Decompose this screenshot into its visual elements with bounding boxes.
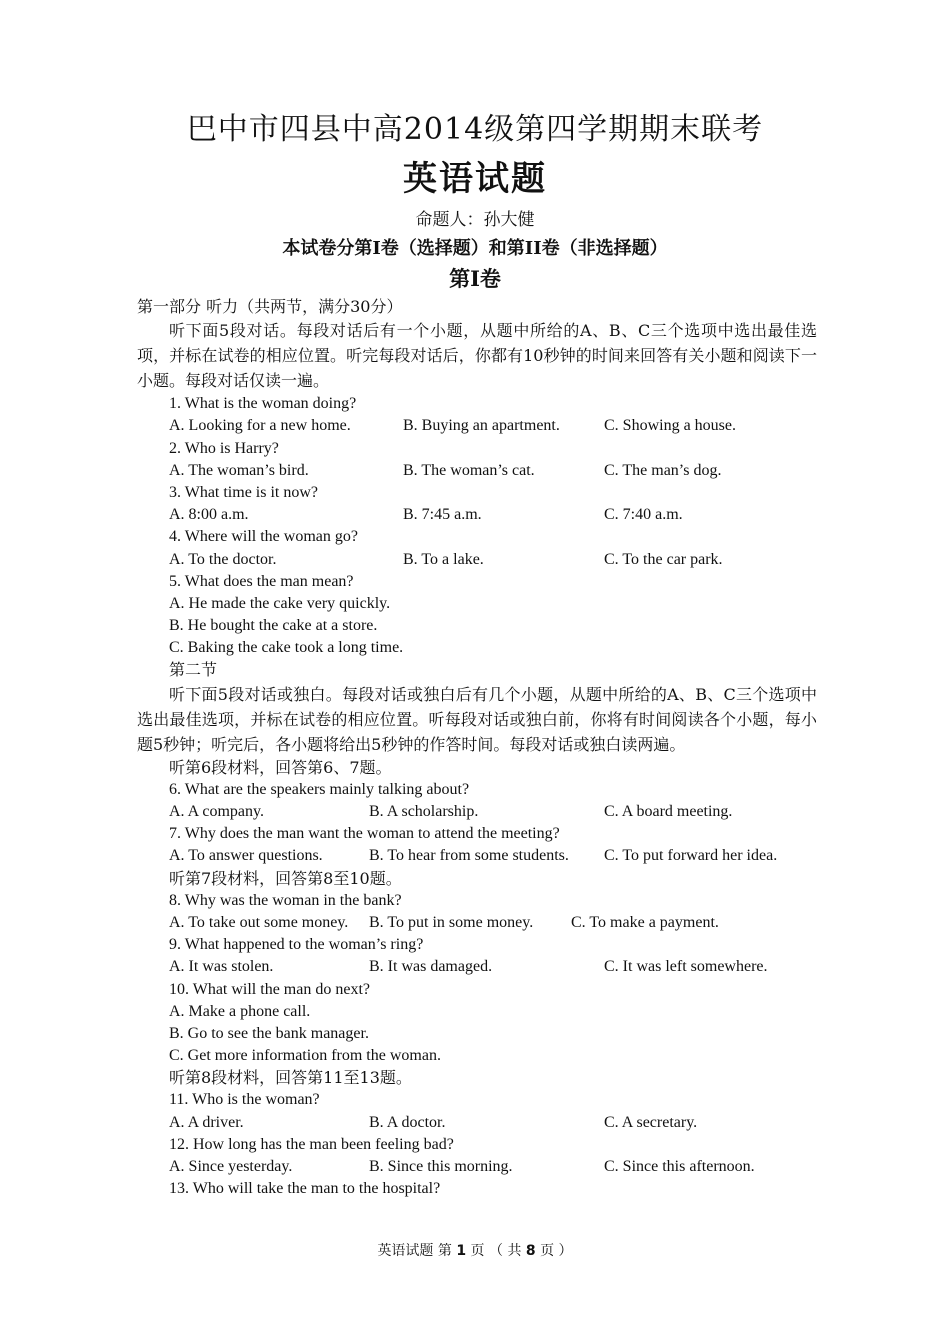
option-a: A. The woman’s bird. <box>169 461 309 479</box>
option-a: A. Looking for a new home. <box>169 417 351 435</box>
material-7: 听第7段材料，回答第8至10题。 <box>169 868 402 888</box>
option-b: B. A doctor. <box>369 1113 446 1131</box>
question-1: 1. What is the woman doing? <box>169 395 357 413</box>
options-6 <box>137 801 817 823</box>
question-13: 13. Who will take the man to the hospital? <box>169 1180 441 1198</box>
option-b: B. Since this morning. <box>369 1158 513 1175</box>
section2-heading: 第二节 <box>169 660 218 680</box>
option-b: B. He bought the cake at a store. <box>169 617 378 635</box>
option-c: C. To put forward her idea. <box>604 847 778 865</box>
options-7 <box>137 845 817 867</box>
option-b: B. Buying an apartment. <box>403 417 560 435</box>
option-c: C. Showing a house. <box>604 417 736 435</box>
option-a: A. To answer questions. <box>169 847 323 865</box>
option-c: C. 7:40 a.m. <box>604 506 683 524</box>
page-footer <box>0 1240 950 1262</box>
option-a: A. He made the cake very quickly. <box>169 594 391 612</box>
structure-line: 本试卷分第I卷（选择题）和第II卷（非选择题） <box>282 238 668 259</box>
option-b: B. Go to see the bank manager. <box>169 1024 369 1042</box>
section2-instructions: 听下面5段对话或独白。每段对话或独白后有几个小题，从题中所给的A、B、C三个选项中选出最佳选项，并标在试卷的相应位置。听每段对话或独白前，你将有时间阅读各个小题，每小题5秒钟；听完后，各小题将给出5秒钟的作答时间。每段对话或独白读两遍。 <box>137 684 817 754</box>
option-c: C. A secretary. <box>604 1113 698 1131</box>
page-total: 8 <box>525 1243 536 1259</box>
option-c: C. To make a payment. <box>571 913 719 931</box>
option-a: A. A company. <box>169 803 264 820</box>
question-11: 11. Who is the woman? <box>169 1091 320 1109</box>
question-8: 8. Why was the woman in the bank? <box>169 891 402 909</box>
page-number: 1 <box>456 1243 467 1259</box>
option-a: A. Make a phone call. <box>169 1002 311 1020</box>
exam-title: 巴中市四县中高2014级第四学期期末联考 <box>186 112 764 147</box>
question-9: 9. What happened to the woman’s ring? <box>169 936 424 954</box>
material-8: 听第8段材料，回答第11至13题。 <box>169 1068 412 1088</box>
option-c: C. A board meeting. <box>604 803 733 820</box>
option-a: A. It was stolen. <box>169 958 274 976</box>
question-4: 4. Where will the woman go? <box>169 528 358 546</box>
option-b: B. To a lake. <box>403 550 484 568</box>
subject-title: 英语试题 <box>403 159 547 199</box>
part1-heading: 第一部分 听力（共两节，满分30分） <box>137 297 403 316</box>
options-2 <box>137 460 817 482</box>
question-6: 6. What are the speakers mainly talking about? <box>169 780 470 798</box>
option-b: B. 7:45 a.m. <box>403 506 482 524</box>
footer-prefix: 英语试题 第 <box>377 1243 452 1259</box>
question-2: 2. Who is Harry? <box>169 439 279 457</box>
option-a: A. Since yesterday. <box>169 1158 293 1175</box>
options-4 <box>137 549 817 571</box>
footer-suffix: 页 ） <box>540 1243 573 1259</box>
footer-mid: 页 （ 共 <box>470 1243 522 1259</box>
option-c: C. To the car park. <box>604 550 723 568</box>
author-line: 命题人：孙大健 <box>415 210 535 230</box>
option-a: A. A driver. <box>169 1113 244 1131</box>
options-12 <box>137 1156 817 1178</box>
option-c: C. The man’s dog. <box>604 461 722 479</box>
option-c: C. Baking the cake took a long time. <box>169 639 404 657</box>
question-3: 3. What time is it now? <box>169 483 319 501</box>
options-11 <box>137 1112 817 1134</box>
options-1 <box>137 415 817 437</box>
options-9 <box>137 956 817 978</box>
options-8 <box>137 912 817 934</box>
material-6: 听第6段材料，回答第6、7题。 <box>169 757 392 777</box>
option-b: B. To put in some money. <box>369 913 534 931</box>
option-b: B. To hear from some students. <box>369 847 569 865</box>
exam-body <box>137 296 817 1200</box>
option-c: C. Since this afternoon. <box>604 1158 755 1175</box>
part1-instructions: 听下面5段对话。每段对话后有一个小题，从题中所给的A、B、C三个选项中选出最佳选项，并标在试卷的相应位置。听完每段对话后，你都有10秒钟的时间来回答有关小题和阅读下一小题。每段对话仅读一遍。 <box>137 321 817 391</box>
option-a: A. To the doctor. <box>169 550 277 568</box>
option-b: B. A scholarship. <box>369 803 479 820</box>
option-b: B. The woman’s cat. <box>403 461 535 479</box>
option-c: C. Get more information from the woman. <box>169 1047 441 1065</box>
question-12: 12. How long has the man been feeling bad? <box>169 1135 454 1153</box>
option-b: B. It was damaged. <box>369 958 493 976</box>
question-10: 10. What will the man do next? <box>169 980 370 998</box>
options-3 <box>137 504 817 526</box>
question-7: 7. Why does the man want the woman to attend the meeting? <box>169 825 560 843</box>
option-a: A. 8:00 a.m. <box>169 506 249 524</box>
option-c: C. It was left somewhere. <box>604 958 768 976</box>
volume-heading: 第I卷 <box>449 266 501 291</box>
option-a: A. To take out some money. <box>169 913 349 931</box>
question-5: 5. What does the man mean? <box>169 572 354 590</box>
